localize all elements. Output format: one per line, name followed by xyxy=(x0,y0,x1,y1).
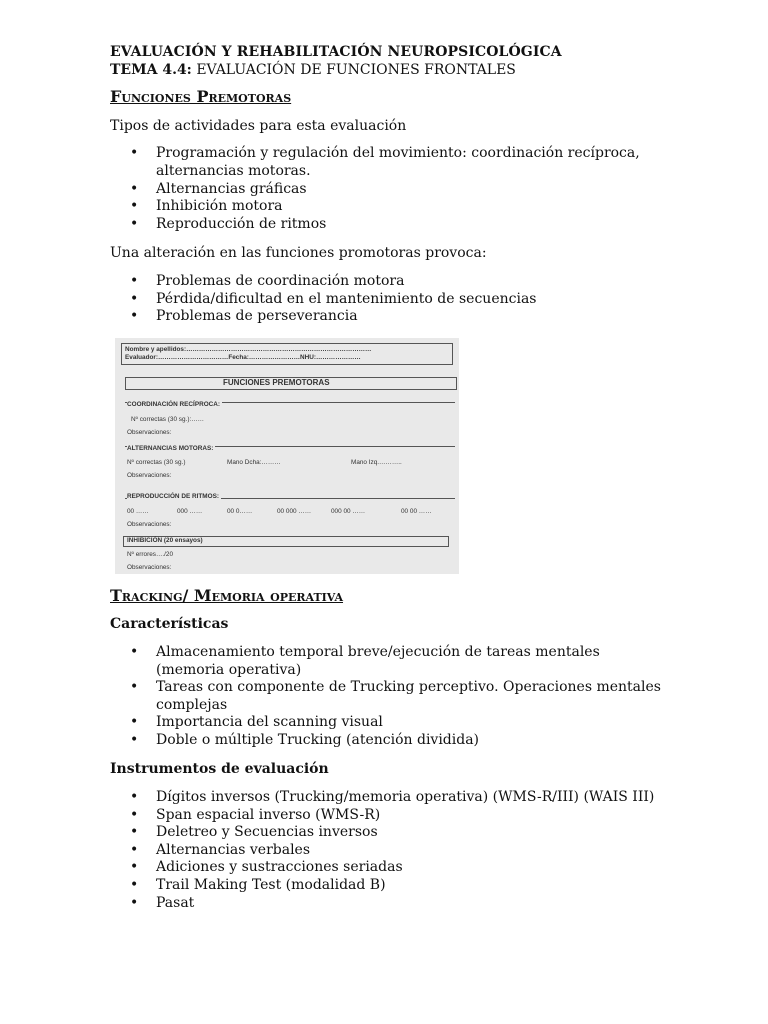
alt-obs: Observaciones: xyxy=(127,471,172,479)
alt-header: ALTERNANCIAS MOTORAS: xyxy=(127,444,214,452)
coord-obs: Observaciones: xyxy=(127,428,172,436)
rhythm-item: 00 00 …… xyxy=(401,507,432,515)
instruments-heading: Instrumentos de evaluación xyxy=(110,761,329,778)
inhib-obs: Observaciones: xyxy=(127,563,172,571)
list-item: • Programación y regulación del movimiento: coordinación recíproca, alternancias motoras. xyxy=(110,145,670,180)
rhythm-header: REPRODUCCIÓN DE RITMOS: xyxy=(127,492,219,500)
inhib-header: INHIBICIÓN (20 ensayos) xyxy=(127,536,203,544)
rhythm-item: 00 0…… xyxy=(227,507,253,515)
list-item: • Problemas de perseverancia xyxy=(110,308,670,326)
list-item: • Alternancias verbales xyxy=(110,842,670,860)
alt-correct: Nº correctas (30 sg.) xyxy=(127,458,186,466)
alt-left-hand: Mano Izq.……….. xyxy=(351,458,402,466)
activities-list xyxy=(110,145,670,233)
list-item: • Doble o múltiple Trucking (atención dividida) xyxy=(110,732,670,750)
rhythm-item: 000 00 …… xyxy=(331,507,366,515)
list-item: • Inhibición motora xyxy=(110,198,670,216)
coord-header: COORDINACIÓN RECÍPROCA: xyxy=(127,400,221,408)
topic-title: EVALUACIÓN DE FUNCIONES FRONTALES xyxy=(196,61,516,78)
section-tracking-title: Tracking/ Memoria operativa xyxy=(110,585,344,605)
rhythm-item: 00 …… xyxy=(127,507,149,515)
list-item: • Pérdida/dificultad en el mantenimiento de secuencias xyxy=(110,291,670,309)
topic-label: TEMA 4.4: xyxy=(110,61,192,78)
activities-intro: Tipos de actividades para esta evaluación xyxy=(110,117,407,134)
list-item: • Alternancias gráficas xyxy=(110,181,670,199)
document-page xyxy=(110,44,670,912)
list-item: • Dígitos inversos (Trucking/memoria operativa) (WMS-R/III) (WAIS III) xyxy=(110,789,670,807)
form-name-line: Nombre y apellidos:…………………………………………………………………………… xyxy=(125,345,372,353)
rhythm-item: 00 000 …… xyxy=(277,507,312,515)
form-title: FUNCIONES PREMOTORAS xyxy=(223,377,330,387)
rhythm-item: 000 …… xyxy=(177,507,203,515)
instruments-list xyxy=(110,789,670,912)
list-item: • Reproducción de ritmos xyxy=(110,216,670,234)
list-item: • Span espacial inverso (WMS-R) xyxy=(110,807,670,825)
premotor-form-image xyxy=(115,338,459,574)
list-item: • Almacenamiento temporal breve/ejecución de tareas mentales (memoria operativa) xyxy=(110,644,670,679)
list-item: • Problemas de coordinación motora xyxy=(110,273,670,291)
section-premotor-title: Funciones Premotoras xyxy=(110,87,292,107)
list-item: • Deletreo y Secuencias inversos xyxy=(110,824,670,842)
characteristics-list xyxy=(110,644,670,750)
consequences-list xyxy=(110,273,670,326)
inhib-errors: Nº errores…./20 xyxy=(127,550,174,558)
coord-correct: Nº correctas (30 sg.):…… xyxy=(131,415,205,423)
list-item: • Adiciones y sustracciones seriadas xyxy=(110,859,670,877)
form-evaluator-line: Evaluador:……………………………Fecha:……………………NHU:………………… xyxy=(125,353,361,361)
course-title: EVALUACIÓN Y REHABILITACIÓN NEUROPSICOLÓGICA xyxy=(110,44,562,60)
characteristics-heading: Características xyxy=(110,616,229,633)
alt-right-hand: Mano Dcha:……… xyxy=(227,458,281,466)
list-item: • Importancia del scanning visual xyxy=(110,714,670,732)
topic-line xyxy=(110,62,670,80)
list-item: • Tareas con componente de Trucking perceptivo. Operaciones mentales complejas xyxy=(110,679,670,714)
list-item: • Pasat xyxy=(110,895,670,913)
list-item: • Trail Making Test (modalidad B) xyxy=(110,877,670,895)
rhythm-obs: Observaciones: xyxy=(127,520,172,528)
alteration-intro: Una alteración en las funciones promotoras provoca: xyxy=(110,245,487,262)
